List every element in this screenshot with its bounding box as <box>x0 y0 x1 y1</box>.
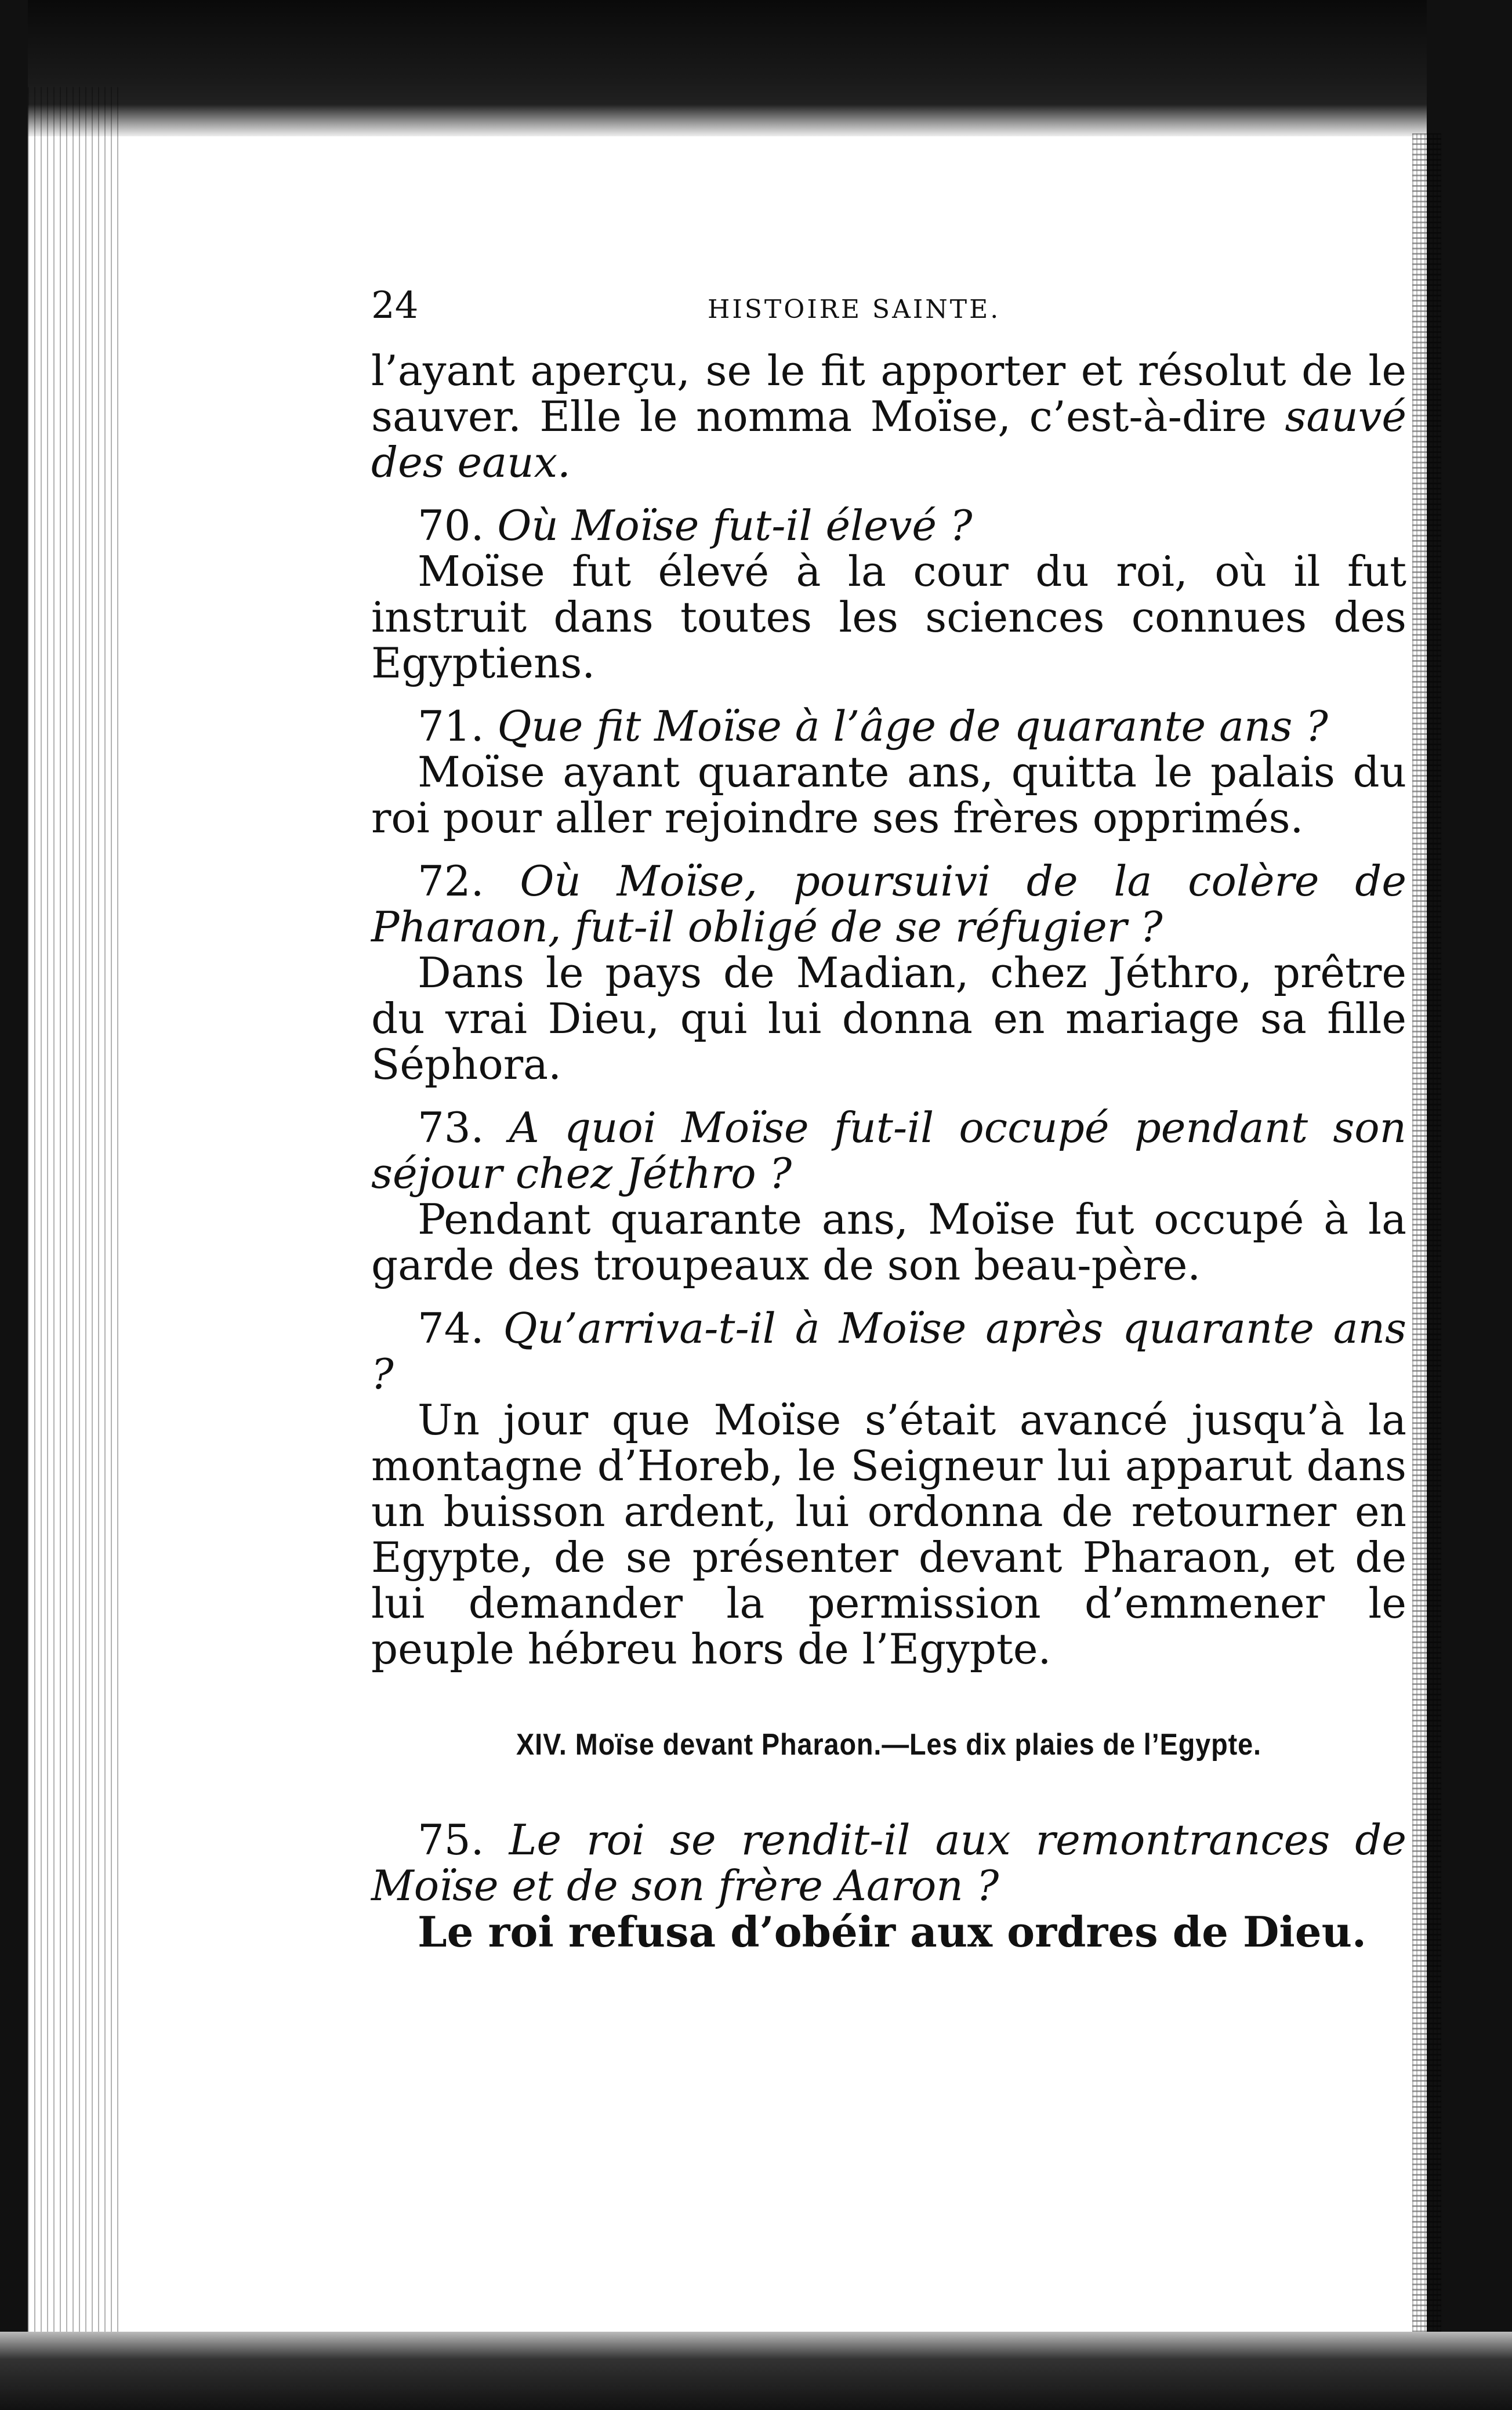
page-number: 24 <box>371 284 419 327</box>
paragraph-intro <box>371 348 1406 485</box>
question-text: Le roi se rendit-il aux remontrances de Moïse et de son frère Aaron ? <box>371 1815 1407 1910</box>
answer-72: Dans le pays de Madian, chez Jéthro, prêtre du vrai Dieu, qui lui donna en mariage sa fille Séphora. <box>371 948 1406 1089</box>
intro-text: l’ayant aperçu, se le fit apporter et résolut de le sauver. Elle le nomma Moïse, c’est-à-dire <box>371 346 1406 441</box>
question-number: 75. <box>418 1815 484 1864</box>
question-72 <box>371 858 1406 950</box>
scan-fade-top <box>0 104 1512 139</box>
question-73 <box>371 1105 1406 1197</box>
question-number: 73. <box>418 1103 484 1152</box>
scan-border-bottom <box>0 2332 1512 2410</box>
question-text: A quoi Moïse fut-il occupé pendant son séjour chez Jéthro ? <box>371 1103 1406 1198</box>
question-text: Que fit Moïse à l’âge de quarante ans ? <box>497 702 1328 751</box>
question-75 <box>371 1817 1406 1909</box>
question-number: 70. <box>418 501 484 550</box>
question-number: 72. <box>418 857 484 905</box>
scan-page-edges-left <box>28 87 121 2378</box>
question-number: 74. <box>418 1304 484 1353</box>
question-74 <box>371 1306 1406 1397</box>
answer-75: Le roi refusa d’obéir aux ordres de Dieu. <box>418 1907 1366 1956</box>
question-70 <box>371 503 1406 549</box>
running-head <box>371 284 1406 348</box>
book-page <box>371 284 1406 1955</box>
scan-border-left <box>0 0 28 2410</box>
section-heading: XIV. Moïse devant Pharaon.—Les dix plaies de l’Egypte. <box>516 1728 1261 1762</box>
question-text: Où Moïse, poursuivi de la colère de Pharaon, fut-il obligé de se réfugier ? <box>371 857 1406 951</box>
running-title: HISTOIRE SAINTE. <box>708 295 1001 324</box>
question-number: 71. <box>418 702 484 751</box>
scan-speckle-right <box>1412 133 1441 2337</box>
question-text: Où Moïse fut-il élevé ? <box>497 501 973 550</box>
answer-71: Moïse ayant quarante ans, quitta le palais du roi pour aller rejoindre ses frères opprimés. <box>371 748 1406 842</box>
intro-italic-text: sauvé des eaux. <box>371 392 1406 487</box>
answer-73: Pendant quarante ans, Moïse fut occupé à la garde des troupeaux de son beau-père. <box>371 1195 1406 1289</box>
answer-74: Un jour que Moïse s’était avancé jusqu’à la montagne d’Horeb, le Seigneur lui apparut dans un buisson ardent, lui ordonna de retourner en Egypte, de se présenter devant Pharaon, et de lui demander la permission d’emmener le peuple hébreu hors de l’Egypte. <box>371 1396 1406 1673</box>
question-text: Qu’arriva-t-il à Moïse après quarante ans ? <box>371 1304 1406 1398</box>
question-71 <box>371 704 1406 749</box>
answer-70: Moïse fut élevé à la cour du roi, où il fut instruit dans toutes les sciences connues des Egyptiens. <box>371 547 1406 687</box>
